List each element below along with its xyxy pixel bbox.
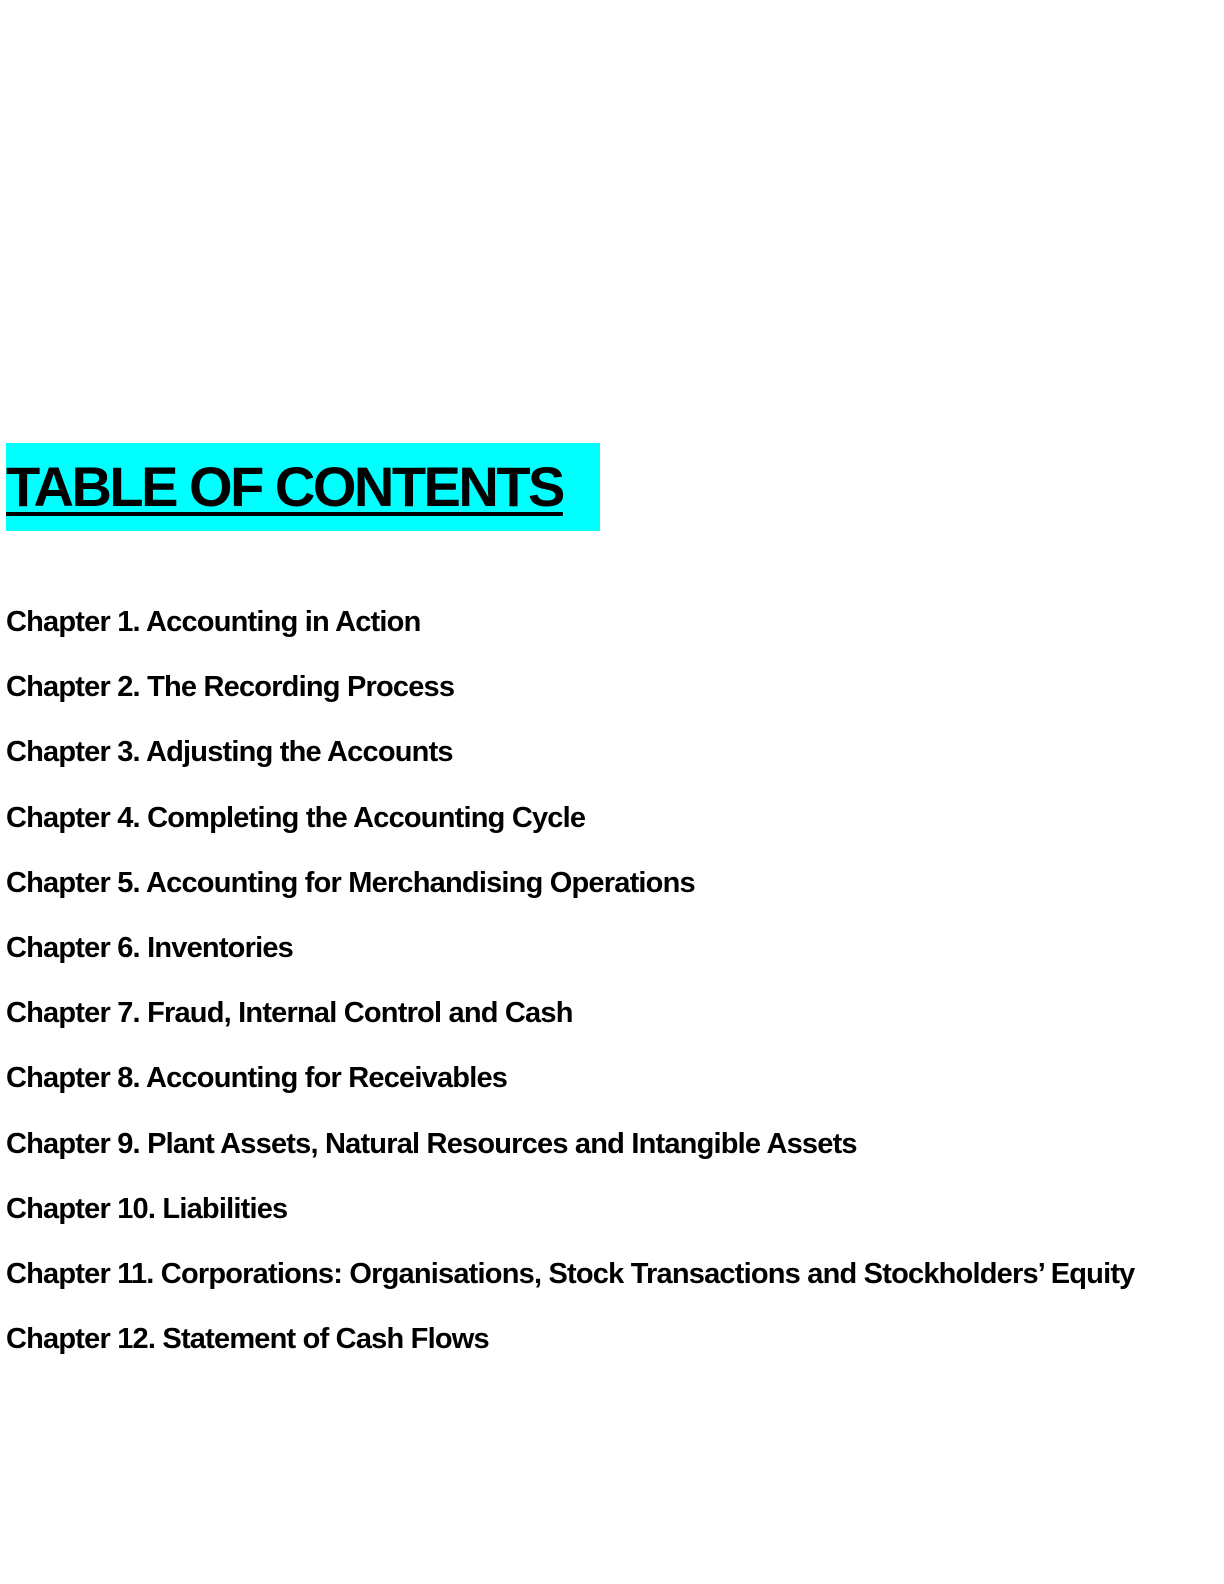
toc-item-chapter-2: Chapter 2. The Recording Process (6, 671, 455, 704)
toc-item-chapter-9: Chapter 9. Plant Assets, Natural Resources and Intangible Assets (6, 1127, 857, 1160)
page-title: TABLE OF CONTENTS (6, 455, 563, 518)
title-highlight (6, 443, 600, 531)
toc-item-chapter-7: Chapter 7. Fraud, Internal Control and Cash (6, 997, 573, 1030)
toc-item-chapter-8: Chapter 8. Accounting for Receivables (6, 1062, 508, 1095)
toc-item-chapter-5: Chapter 5. Accounting for Merchandising Operations (6, 866, 695, 899)
toc-item-chapter-3: Chapter 3. Adjusting the Accounts (6, 736, 453, 769)
toc-item-chapter-6: Chapter 6. Inventories (6, 931, 293, 964)
toc-item-chapter-11: Chapter 11. Corporations: Organisations, Stock Transactions and Stockholders’ Equity (6, 1257, 1135, 1290)
toc-item-chapter-12: Chapter 12. Statement of Cash Flows (6, 1323, 489, 1356)
toc-item-chapter-10: Chapter 10. Liabilities (6, 1192, 288, 1225)
toc-item-chapter-4: Chapter 4. Completing the Accounting Cycle (6, 801, 586, 834)
table-of-contents-list (6, 590, 1206, 1372)
toc-item-chapter-1: Chapter 1. Accounting in Action (6, 606, 421, 638)
